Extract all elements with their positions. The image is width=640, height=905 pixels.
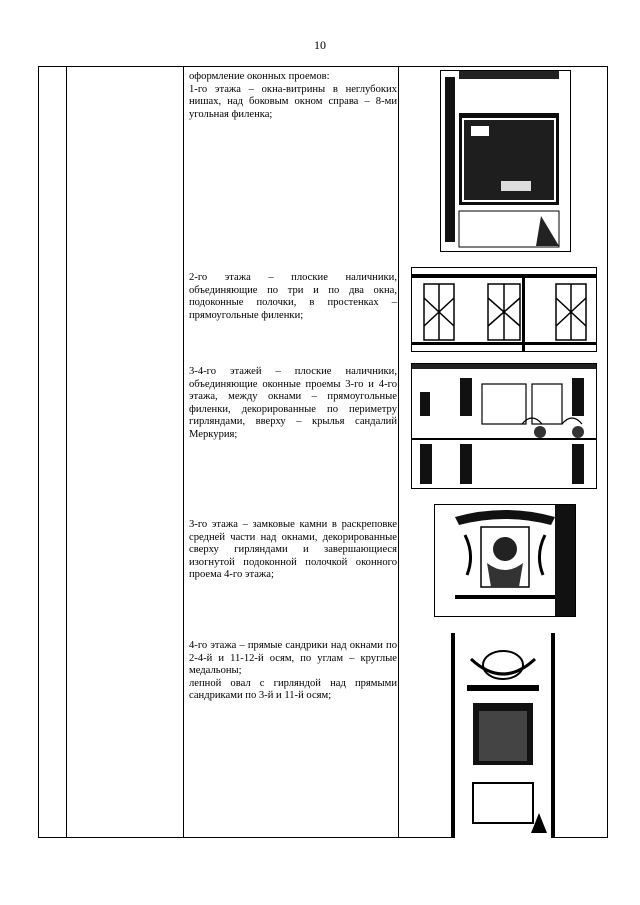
description-text: 3-го этажа – замковые камни в раскреповке средней части над окнами, декорированные сверху гирляндами и завершающиеся изогнутой подоконной полочкой оконного проема 4-го этажа; [189,519,397,581]
description-cell [189,272,397,322]
page-number: 10 [314,38,326,52]
description-text: 2-го этажа – плоские наличники, объединяющие по три и по два окна, подоконные полочки, в простенках – прямоугольные филенки; [189,272,397,321]
column-divider [66,67,67,837]
description-cell [189,519,397,582]
photo-keystone [434,504,576,617]
column-divider [183,67,184,837]
photo-third-fourth-floor [411,363,597,489]
description-text: 3-4-го этажей – плоские наличники, объединяющие оконные проемы 3-го и 4-го этажа, между окнами – прямоугольные филенки, декорированные по периметру гирляндами, вверху – крылья сандалий Меркурия; [189,366,397,440]
photo-shop-window [440,70,571,252]
photo-second-floor-windows [411,267,597,352]
description-cell [189,640,397,703]
photo-oval-medallion [451,633,555,838]
description-cell [189,71,397,121]
description-text: оформление оконных проемов: 1-го этажа – окна-витрины в неглубоких нишах, над боковым окном справа – 8-ми угольная филенка; [189,71,397,120]
description-text: 4-го этажа – прямые сандрики над окнами по 2-4-й и 11-12-й осям, по углам – круглые медальоны; лепной овал с гирляндой над прямыми сандриками по 3-й и 11-й осям; [189,640,397,702]
column-divider [398,67,399,837]
description-cell [189,366,397,442]
features-table [38,66,608,838]
